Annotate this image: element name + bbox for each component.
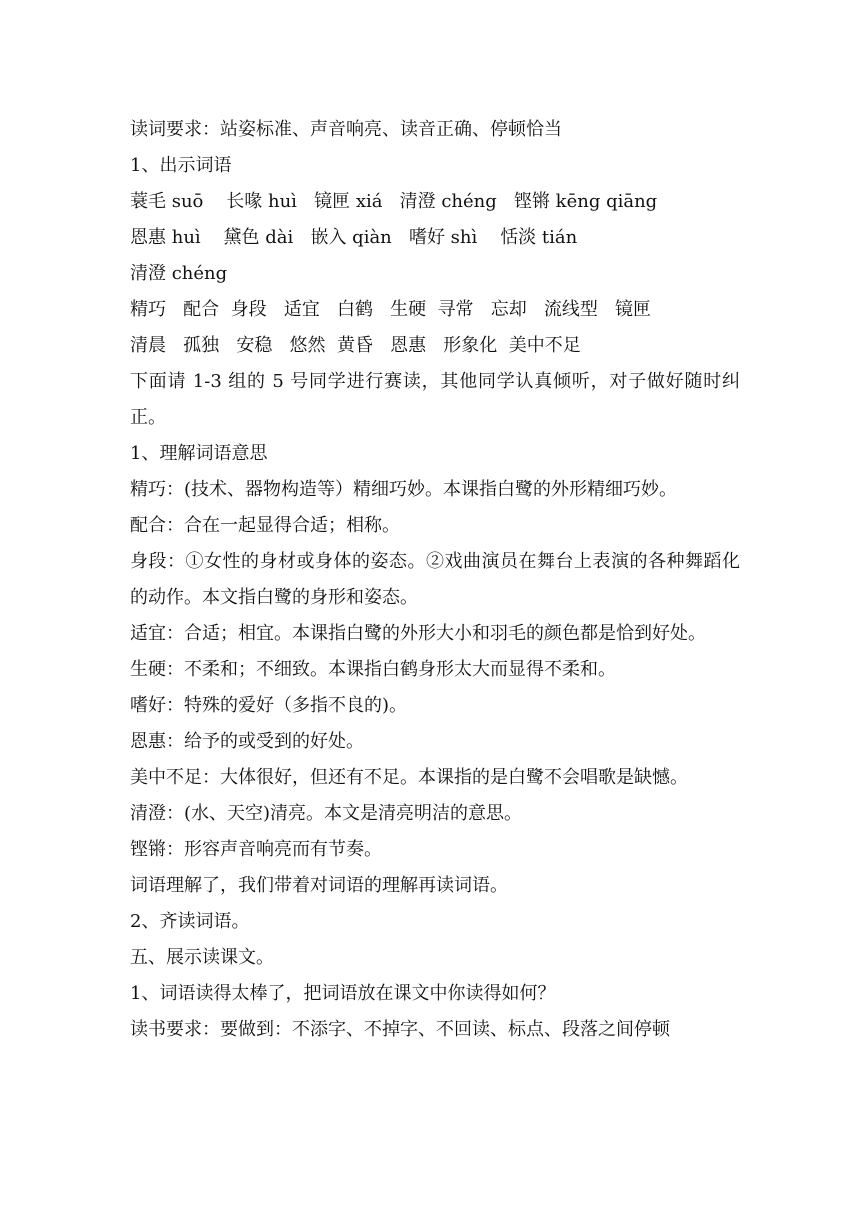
definition-peihe: 配合：合在一起显得合适；相称。 bbox=[130, 515, 400, 536]
heading-show-words: 1、出示词语 bbox=[130, 155, 232, 176]
vocabulary-row-2: 清晨 孤独 安稳 悠然 黄昏 恩惠 形象化 美中不足 bbox=[130, 335, 581, 356]
heading-section-five: 五、展示读课文。 bbox=[130, 947, 274, 968]
pinyin-words-row-3: 清澄 chéng bbox=[130, 263, 228, 284]
vocabulary-row-1: 精巧 配合 身段 适宜 白鹤 生硬 寻常 忘却 流线型 镜匣 bbox=[130, 299, 652, 320]
definition-jingqiao: 精巧：(技术、器物构造等）精细巧妙。本课指白鹭的外形精细巧妙。 bbox=[130, 479, 678, 500]
document-body bbox=[130, 112, 740, 1048]
read-text-paragraph: 1、词语读得太棒了，把词语放在课文中你读得如何？ bbox=[130, 983, 556, 1004]
reading-requirements-paragraph: 读书要求：要做到：不添字、不掉字、不回读、标点、段落之间停顿 bbox=[130, 1019, 670, 1040]
definition-kengqiang: 铿锵：形容声音响亮而有节奏。 bbox=[130, 839, 382, 860]
definition-shihao: 嗜好：特殊的爱好（多指不良的)。 bbox=[130, 695, 408, 716]
competition-instruction: 下面请 1-3 组的 5 号同学进行赛读，其他同学认真倾听，对子做好随时纠正。 bbox=[130, 371, 740, 428]
reading-requirement: 读词要求：站姿标准、声音响亮、读音正确、停顿恰当 bbox=[130, 119, 562, 140]
definition-qingcheng: 清澄：(水、天空)清亮。本文是清亮明洁的意思。 bbox=[130, 803, 523, 824]
heading-read-together: 2、齐读词语。 bbox=[130, 911, 250, 932]
pinyin-words-row-1: 蓑毛 suō 长喙 huì 镜匣 xiá 清澄 chéng 铿锵 kēng qiāng bbox=[130, 191, 658, 212]
definition-shiyi: 适宜：合适；相宜。本课指白鹭的外形大小和羽毛的颜色都是恰到好处。 bbox=[130, 623, 706, 644]
understood-paragraph: 词语理解了，我们带着对词语的理解再读词语。 bbox=[130, 875, 508, 896]
definition-enhui: 恩惠：给予的或受到的好处。 bbox=[130, 731, 364, 752]
definition-shengying: 生硬：不柔和；不细致。本课指白鹤身形太大而显得不柔和。 bbox=[130, 659, 616, 680]
heading-understand-words: 1、理解词语意思 bbox=[130, 443, 268, 464]
definition-shenduan: 身段：①女性的身材或身体的姿态。②戏曲演员在舞台上表演的各种舞蹈化的动作。本文指白鹭的身形和姿态。 bbox=[130, 551, 740, 608]
definition-meizhongbuzu: 美中不足：大体很好，但还有不足。本课指的是白鹭不会唱歌是缺憾。 bbox=[130, 767, 688, 788]
pinyin-words-row-2: 恩惠 huì 黛色 dài 嵌入 qiàn 嗜好 shì 恬淡 tián bbox=[130, 227, 578, 248]
